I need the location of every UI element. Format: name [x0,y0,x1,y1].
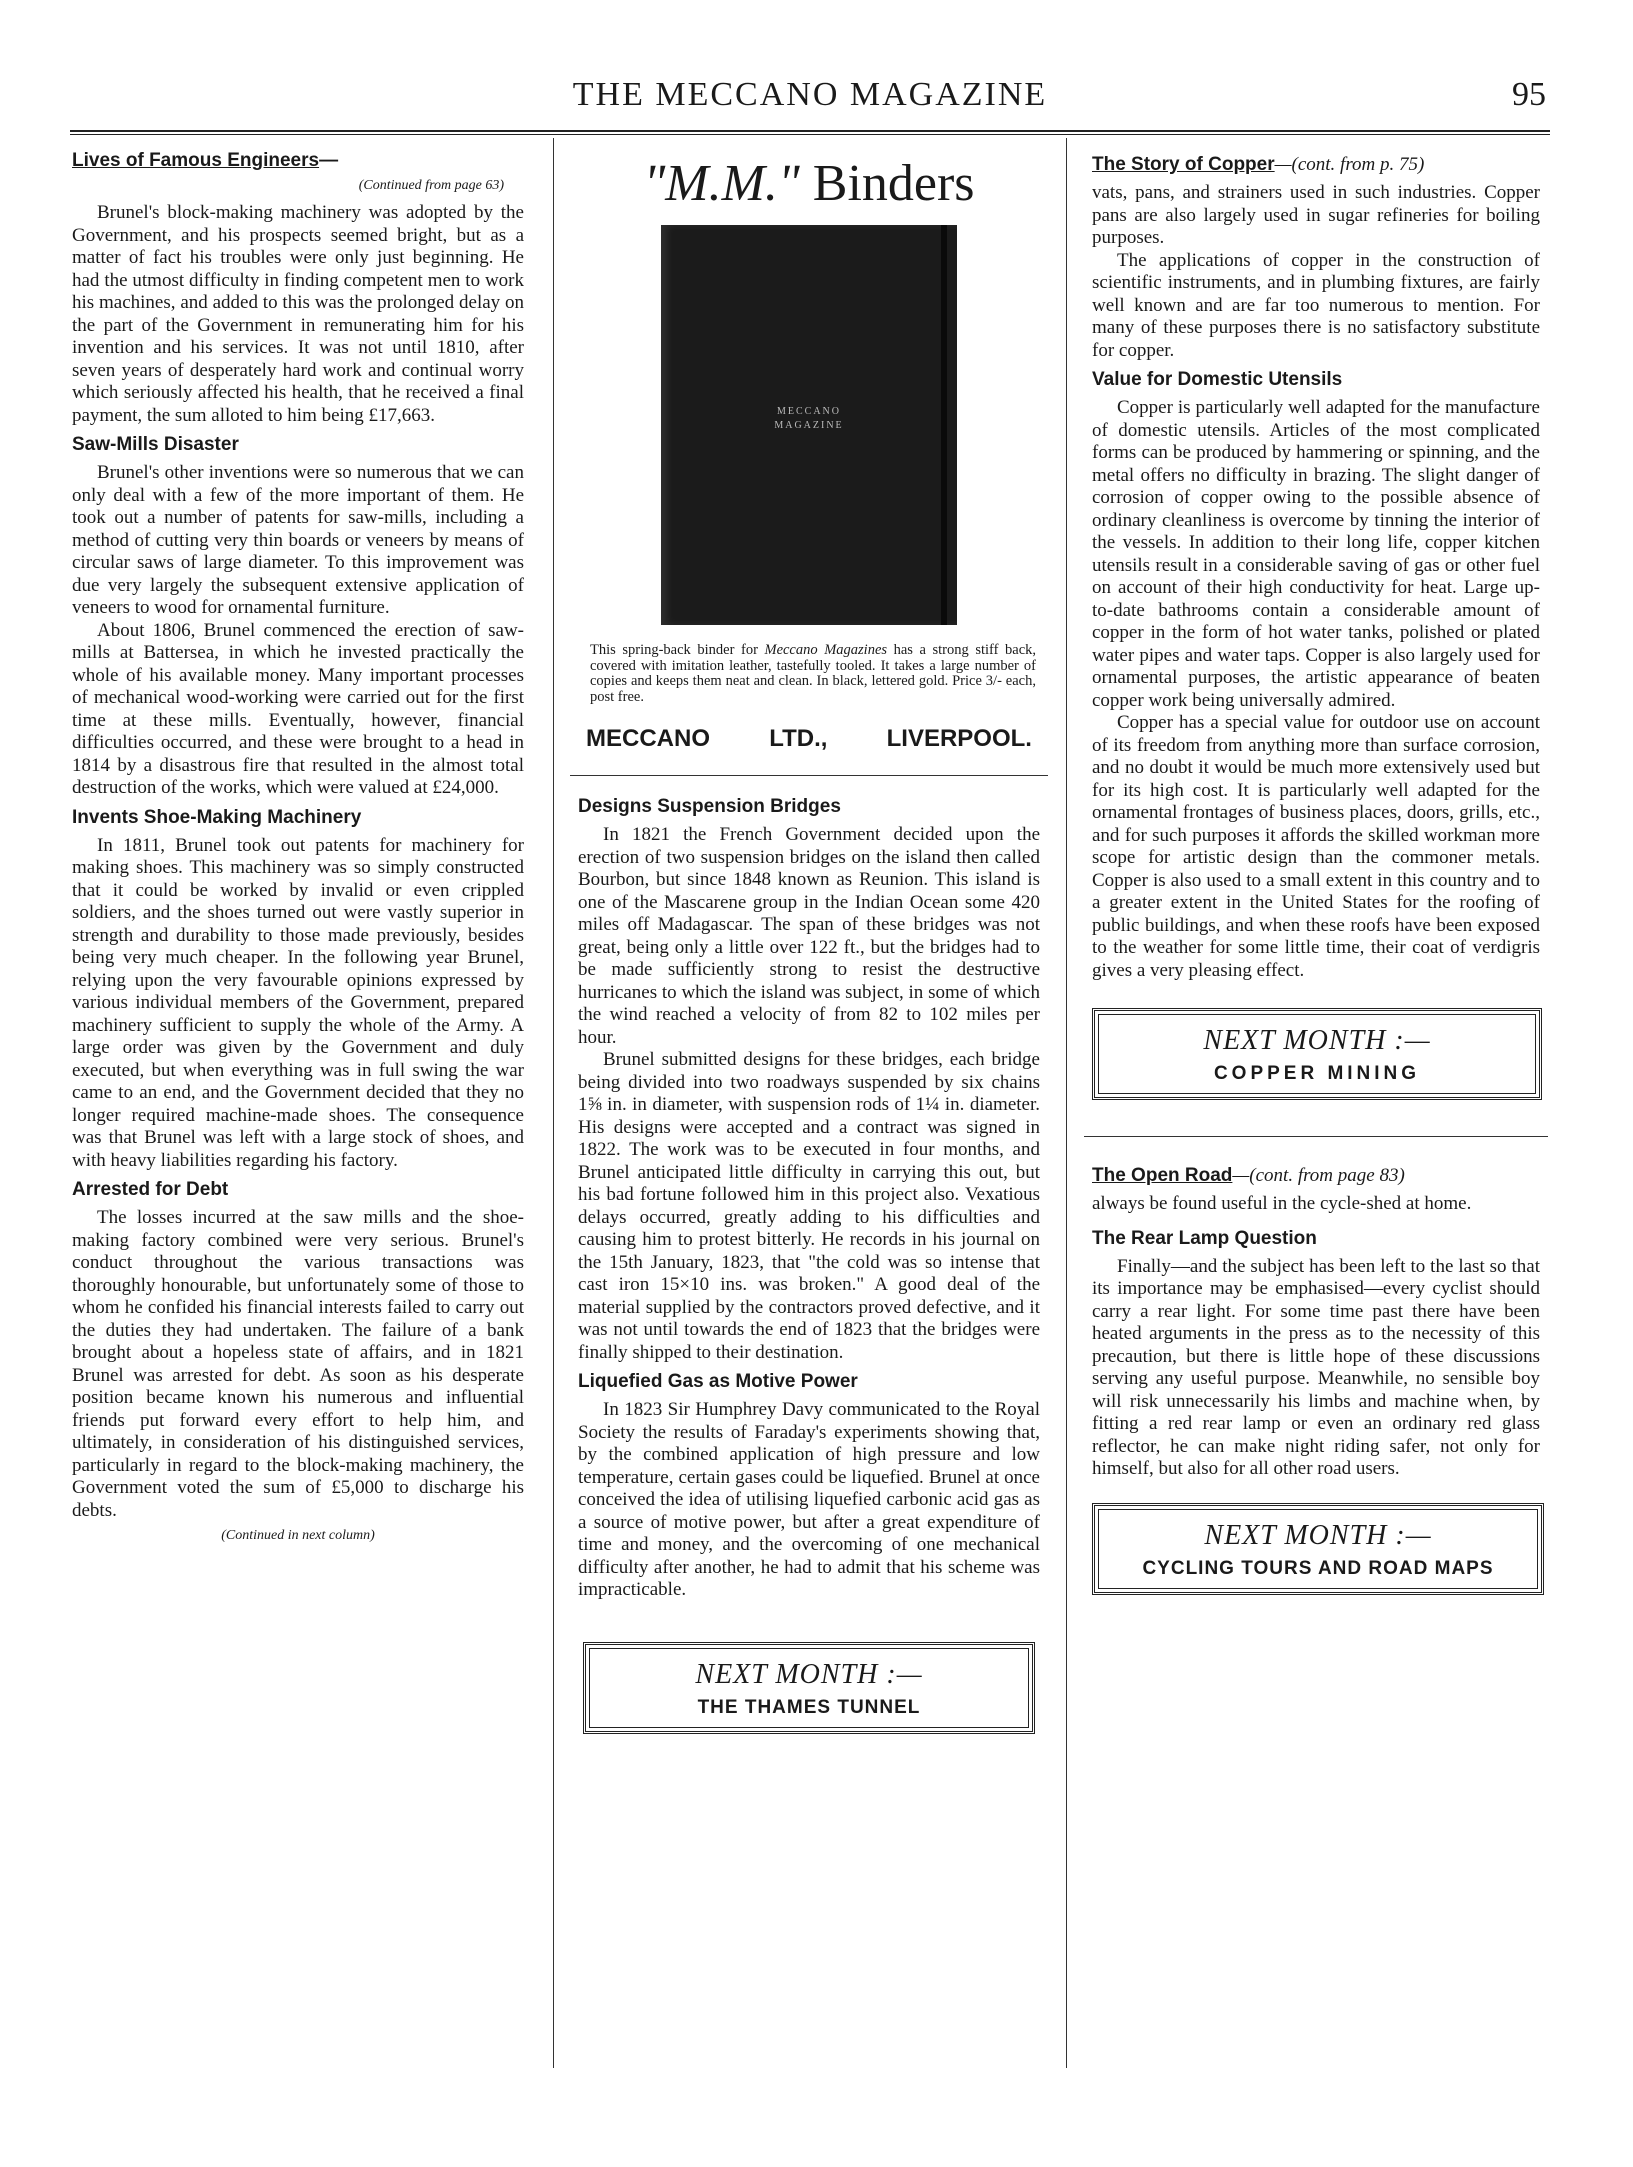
header-rule-thin [70,134,1550,135]
section-heading-rear-lamp: The Rear Lamp Question [1092,1227,1317,1249]
next-month-title: COPPER MINING [1213,1063,1421,1084]
section-heading-open-road: The Open Road—(cont. from page 83) [1092,1165,1405,1186]
paragraph: Brunel's other inventions were so numerous that we can only deal with a few of the more important of them. He took out a number of patents for saw-mills, including a method of cutting very thin boards or veneers by means of circular saws of large diameter. To this improvement was due very largely the subsequent extensive application of veneers to wood for ornamental furniture. [72,462,524,618]
section-heading-liquefied-gas: Liquefied Gas as Motive Power [578,1371,858,1392]
section-heading-bridges: Designs Suspension Bridges [578,796,841,817]
paragraph: Finally—and the subject has been left to the last so that its importance may be emphasised—every cyclist should carry a rear light. For some time past there have been heated arguments in the press as to the necessity of this precaution, but there is little hope of these discussions serving any useful purpose. Meanwhile, no sensible boy will risk unnecessarily his limbs and machine when, by fitting a red rear lamp or even an ordinary red glass reflector, he can make night riding safer, not only for himself, but also for all other road users. [1092,1255,1540,1479]
paragraph: Copper is particularly well adapted for the manufacture of domestic utensils. Articles of the most complicated forms can be produced by hammering or spinning, and the metal offers no difficulty in brazing. The slight danger of corrosion of copper owing to the possible absence of ordinary cleanliness is overcome by tinning the interior of the vessels. In addition to their long life, copper kitchen utensils result in a considerable saving of gas or other fuel on account of their high conductivity for heat. Large up-to-date bathrooms contain a considerable amount of copper in the form of hot water tanks, polished or plated water pipes and water taps. Copper is also largely used for ornamental purposes, the artistic appearance of beaten copper work being universally admired. [1092,397,1540,711]
header-rule [70,130,1550,132]
section-heading-copper: The Story of Copper—(cont. from p. 75) [1092,154,1425,175]
section-heading-domestic: Value for Domestic Utensils [1092,369,1343,390]
paragraph: The losses incurred at the saw mills and the shoe-making factory combined were very serious. Brunel's conduct throughout the various transactions was thoroughly honourable, but unfortunately some of those to whom he confided his financial interests failed to carry out the duties they had undertaken. The failure of a bank brought about a hopeless state of affairs, and in 1821 Brunel was arrested for debt. As soon as his desperate position became known his numerous and influential friends put forward every effort to help him, and ultimately, in consideration of his distinguished services, particularly in regard to the block-making machinery, the Government voted the sum of £5,000 to discharge his debts. [72,1207,524,1521]
column-right [1092,148,1540,1595]
next-month-label: NEXT MONTH :— [1203,1025,1431,1056]
column-divider-left [553,138,554,2068]
paragraph: In 1823 Sir Humphrey Davy communicated to the Royal Society the results of Faraday's experiments showing that, by the combined application of high pressure and low temperature, certain gases could be liquefied. Brunel at once conceived the idea of utilising liquefied carbonic acid gas as a source of motive power, but after a great expenditure of time and money, and the overcoming of one mechanical difficulty after another, he had to admit that his scheme was impracticable. [578,1399,1040,1600]
binder-caption: This spring-back binder for Meccano Magazines has a strong stiff back, covered with imitation leather, tastefully tooled. It takes a large number of copies and keeps them neat and clean. In black, lettered gold. Price 3/- each, post free. [590,642,1037,705]
paragraph: Brunel's block-making machinery was adopted by the Government, and his prospects seemed bright, but as a matter of fact his troubles were only just beginning. He had the utmost difficulty in finding competent men to work his machines, and added to this was the prolonged delay on the part of the Government in remunerating him for his invention and his services. It was not until 1810, after seven years of desperately hard work and continual worry which seriously affected his health, that he received a final payment, the sum alloted to him being £17,663. [72,202,524,426]
paragraph: Brunel submitted designs for these bridges, each bridge being divided into two roadways suspended by six chains 1⅝ in. in diameter, with suspension rods of 1¼ in. diameter. His designs were accepted and a contract was signed in 1822. The work was to be executed in four months, and Brunel anticipated little difficulty in carrying this out, but his bad fortune followed him in this project also. Vexatious delays occurred, greatly adding to his difficulties and causing him to protest bitterly. He records in his journal on the 15th January, 1823, that "the cold was so intense that cast iron 15×10 ins. was broken." A good deal of the material supplied by the contractors proved defective, and it was not until towards the end of 1823 that the bridges were finally shipped to their destination. [578,1049,1040,1363]
column-middle [578,148,1040,1734]
column-divider-right [1066,138,1067,2068]
section-rule [570,775,1048,776]
continued-from-note: (Continued from page 63) [358,178,504,193]
section-heading-lives: Lives of Famous Engineers— [72,150,339,171]
next-month-box [583,1642,1035,1734]
continued-next-note: (Continued in next column) [221,1528,375,1543]
paragraph: vats, pans, and strainers used in such industries. Copper pans are also largely used in sugar refineries for boiling purposes. [1092,182,1540,248]
page-header [70,72,1550,124]
next-month-box-inner [1098,1509,1538,1589]
section-heading-shoe-making: Invents Shoe-Making Machinery [72,806,362,828]
binder-image [661,225,957,625]
paragraph: About 1806, Brunel commenced the erection of saw-mills at Battersea, in which he invested practically the whole of his available money. Many important processes of mechanical wood-working were carried out for the first time at these mills. Eventually, however, financial difficulties occurred, and these were brought to a head in 1814 by a disastrous fire that resulted in the almost total destruction of the works, which were valued at £24,000. [72,619,524,798]
column-left [72,148,524,1544]
next-month-box-inner [589,1648,1029,1728]
section-heading-arrested: Arrested for Debt [72,1179,229,1200]
next-month-label: NEXT MONTH :— [1204,1519,1432,1551]
section-rule [1084,1136,1548,1137]
next-month-box-cycling [1092,1503,1544,1595]
paragraph: In 1821 the French Government decided upon the erection of two suspension bridges on the island then called Bourbon, but since 1848 known as Reunion. This island is one of the Mascarene group in the Indian Ocean some 420 miles off Madagascar. The span of these bridges was not great, being only a little over 122 ft., but the bridges had to be made sufficiently strong to resist the destructive hurricanes to which the island was subject, in some of which the wind reached a velocity of from 82 to 102 miles per hour. [578,824,1040,1048]
binder-gold-lettering: MECCANO MAGAZINE [774,406,844,431]
paragraph: Copper has a special value for outdoor use on account of its freedom from anything more than surface corrosion, and no doubt it would be much more extensively used but for its high cost. It is particularly well adapted for the ornamental frontages of business places, doors, grills, etc., and for such purposes it affords the skilled workman more scope for artistic design than the commoner metals. Copper is also used to a small extent in this country and to a greater extent in the United States for the roofing of public buildings, and when these roofs have been exposed to the weather for some little time, their coat of verdigris gives a very pleasing effect. [1092,712,1540,981]
next-month-label: NEXT MONTH :— [695,1658,923,1690]
next-month-title: CYCLING TOURS AND ROAD MAPS [1142,1557,1494,1579]
binders-advert-title: "M.M." Binders [643,155,975,212]
section-heading-saw-mills: Saw-Mills Disaster [72,434,239,455]
meccano-ltd-address: MECCANO LTD., LIVERPOOL. [586,725,1032,752]
paragraph: In 1811, Brunel took out patents for machinery for making shoes. This machinery was so simply constructed that it could be worked by invalid or even crippled soldiers, and the shoes turned out were vastly superior in strength and durability to those made previously, besides being very much cheaper. In the following year Brunel, relying upon the very favourable opinions expressed by various individual members of the Government, prepared machinery sufficient to supply the whole of the Army. A large order was given by the Government and duly executed, but when everything was in full swing the war came to an end, and the Government decided that they no longer required machine-made shoes. The consequence was that Brunel was left with a large stock of shoes, and with heavy liabilities regarding his factory. [72,834,524,1171]
paragraph: The applications of copper in the construction of scientific instruments, and in plumbing fixtures, are fairly well known and are far too numerous to mention. For many of these purposes there is no satisfactory substitute for copper. [1092,249,1540,361]
next-month-title: THE THAMES TUNNEL [697,1696,921,1718]
magazine-title: THE MECCANO MAGAZINE [572,76,1048,113]
next-month-box-inner [1098,1014,1536,1094]
paragraph: always be found useful in the cycle-shed at home. [1092,1193,1472,1214]
next-month-box-copper [1092,1008,1542,1100]
page-number: 95 [1512,76,1546,113]
